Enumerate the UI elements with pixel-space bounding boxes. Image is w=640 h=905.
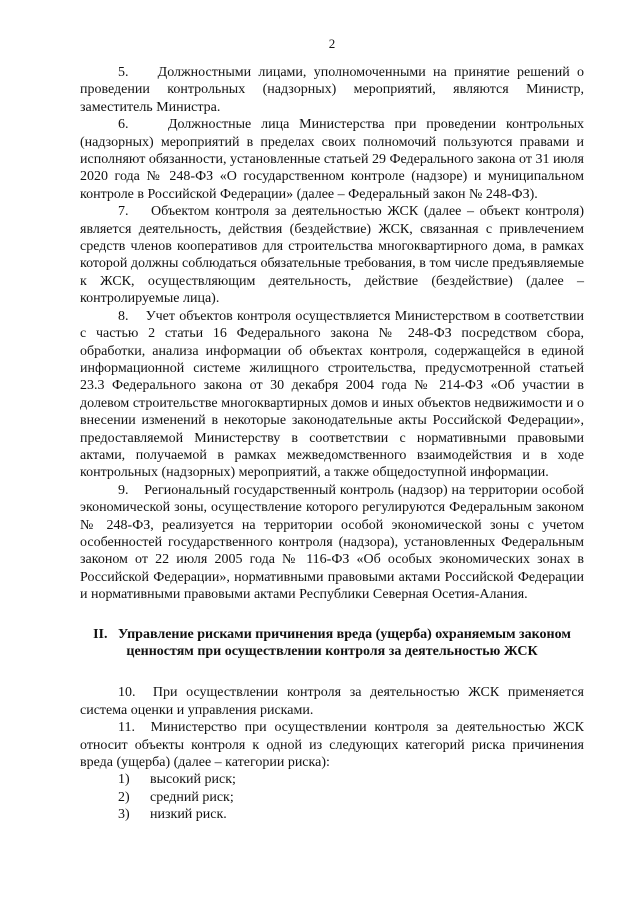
paragraph-9: 9. Региональный государственный контроль (надзор) на территории особой экономической зоны, осуществление которого регулируются Федеральным законом № 248-ФЗ, реализуется на территории особой экономической зоны с учетом особенностей государственного контроля (надзора), установленных Федеральным законом от 22 июля 2005 года № 116-ФЗ «Об особых экономических зонах в Российской Федерации», нормативными правовыми актами Российской Федерации и нормативными правовыми актами Республики Северная Осетия-Алания. bbox=[80, 482, 584, 603]
page-number: 2 bbox=[328, 36, 336, 51]
list-item-number: 3) bbox=[118, 807, 130, 823]
list-item bbox=[80, 789, 584, 806]
paragraph-7: 7. Объектом контроля за деятельностью ЖСК (далее – объект контроля) является деятельность, действия (бездействие) ЖСК, связанная с привлечением средств членов кооперативов для строительства многоквартирного дома, в рамках которой должны соблюдаться обязательные требования, в том числе предъявляемые к ЖСК, осуществляющим деятельность, действие (бездействие) (далее – контролируемые лица). bbox=[80, 204, 584, 307]
list-item-number: 1) bbox=[118, 772, 130, 788]
paragraph-8: 8. Учет объектов контроля осуществляется Министерством в соответствии с частью 2 статьи 16 Федерального закона № 248-ФЗ посредством сбора, обработки, анализа информации об объектах контроля, содержащейся в единой информационной системе жилищного строительства, предусмотренной статьей 23.3 Федерального закона от 30 декабря 2004 года № 214-ФЗ «Об участии в долевом строительстве многоквартирных домов и иных объектов недвижимости и о внесении изменений в некоторые законодательные акты Российской Федерации», предоставляемой Министерству в соответствии с нормативными правовыми актами, получаемой в рамках межведомственного взаимодействия и в ходе контрольных (надзорных) мероприятий, а также общедоступной информации. bbox=[80, 308, 584, 481]
list-item-text: высокий риск; bbox=[150, 772, 236, 788]
paragraph-5: 5. Должностными лицами, уполномоченными на принятие решений о проведении контрольных (надзорных) мероприятий, являются Министр, заместитель Министра. bbox=[80, 65, 584, 115]
paragraph-11: 11. Министерство при осуществлении контроля за деятельностью ЖСК относит объекты контроля к одной из следующих категорий риска причинения вреда (ущерба) (далее – категории риска): bbox=[80, 720, 584, 771]
risk-category-list bbox=[80, 771, 584, 823]
paragraph-6: 6. Должностные лица Министерства при проведении контрольных (надзорных) мероприятий в пределах своих полномочий пользуются правами и исполняют обязанности, установленные статьей 29 Федерального закона от 31 июля 2020 года № 248-ФЗ «О государственном контроле (надзоре) и муниципальном контроле в Российской Федерации» (далее – Федеральный закон № 248-ФЗ). bbox=[80, 117, 584, 202]
list-item bbox=[80, 771, 584, 788]
list-item-text: средний риск; bbox=[150, 789, 234, 805]
list-item-text: низкий риск. bbox=[150, 807, 227, 823]
list-item-number: 2) bbox=[118, 789, 130, 805]
section-heading: II. Управление рисками причинения вреда (ущерба) охраняемым законом ценностям при осуществлении контроля за деятельностью ЖСК bbox=[93, 626, 571, 659]
list-item bbox=[80, 806, 584, 823]
paragraph-10: 10. При осуществлении контроля за деятельностью ЖСК применяется система оценки и управления рисками. bbox=[80, 685, 584, 718]
